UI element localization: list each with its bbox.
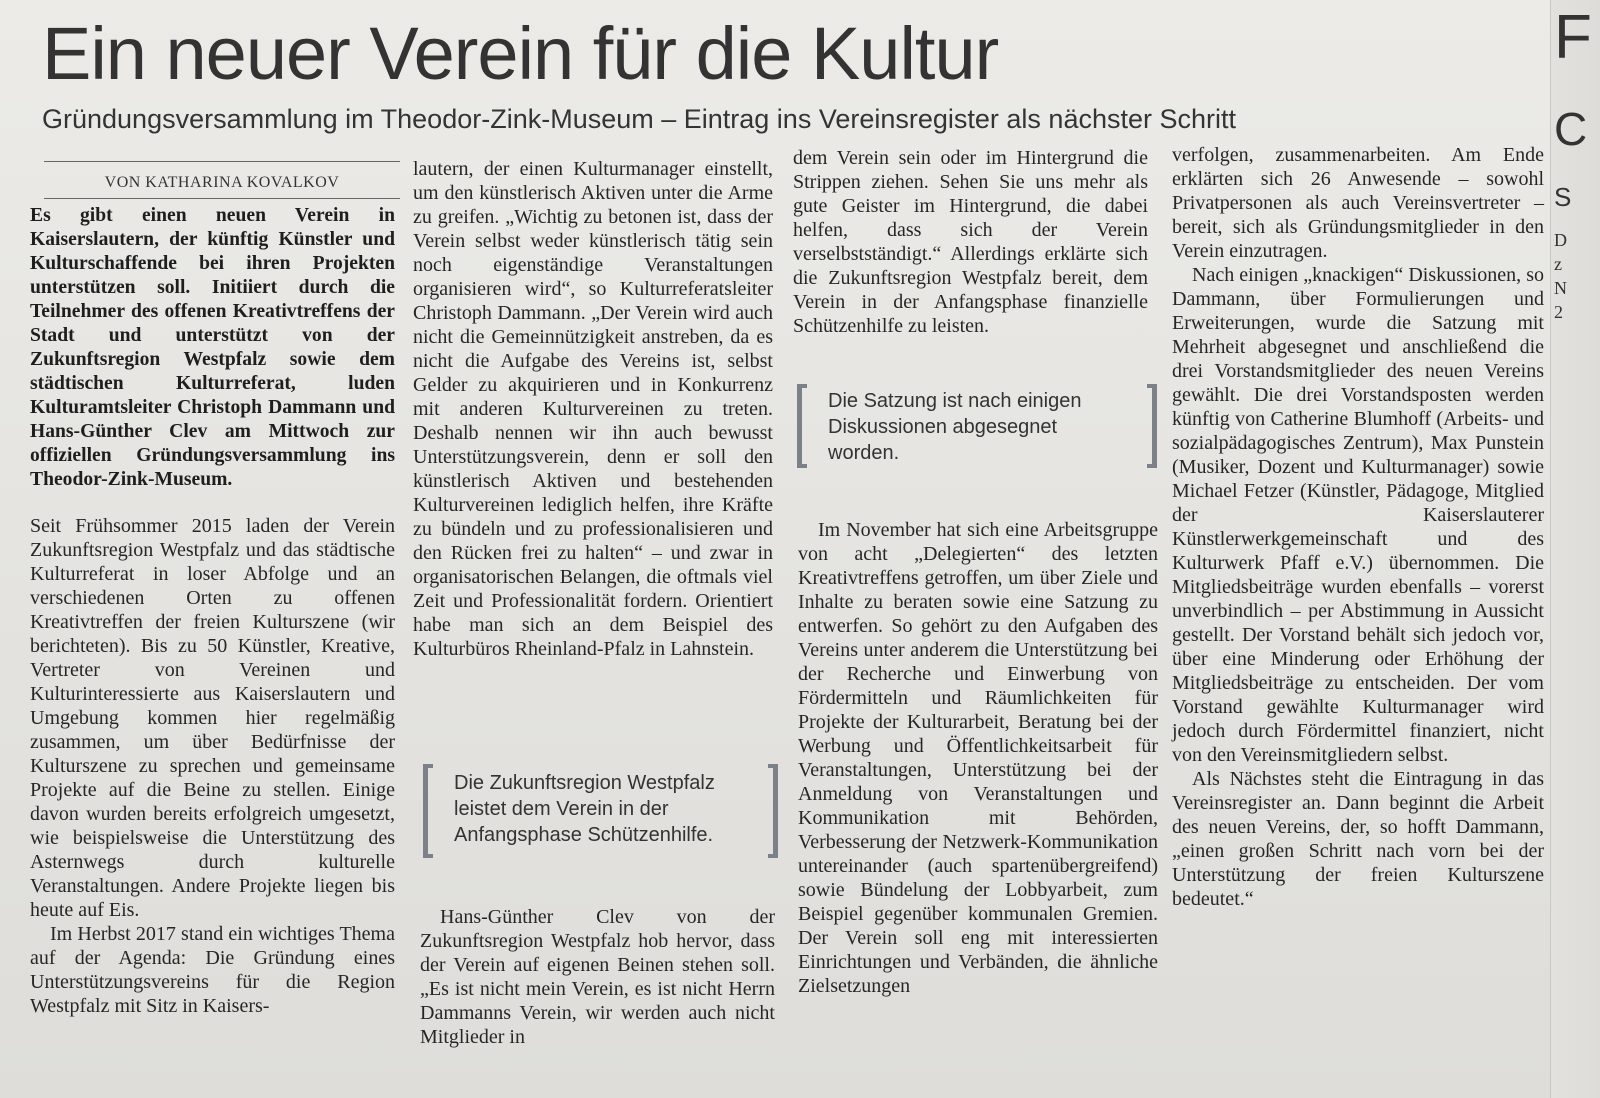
body-paragraph: Nach einigen „knackigen“ Diskussionen, so Dammann, über Formulierungen und Erweiterungen, wurde die Satzung mit Mehrheit abgesegnet und anschließend die drei Vorstandsmitglieder des neuen Vereins gewählt. Die drei Vorstandsposten werden künftig von Catherine Blumhoff (Arbeits- und sozialpädagogisches Zentrum), Max Punstein (Musiker, Dozent und Kulturmanager) sowie Michael Fetzer (Künstler, Pädagoge, Mitglied der Kaiserslauterer Künstlerwerkgemeinschaft und des Kulturwerk Pfaff e.V.) übernommen. Die Mitgliedsbeiträge wurden ebenfalls – vorerst unverbindlich – per Abstimmung in Aussicht gestellt. Der Vorstand behält sich jedoch vor, über eine Minderung oder Erhöhung der Mitgliedsbeiträge zu entscheiden. Der vom Vorstand gewählte Kulturmanager wird jedoch durch Fördermittel finanziert, nicht von den Vereinsmitgliedern selbst. xyxy=(1172,264,1544,766)
column-3-continued xyxy=(798,518,1158,998)
body-paragraph: Seit Frühsommer 2015 laden der Verein Zukunftsregion Westpfalz und das städtische Kulturreferat in loser Abfolge und an verschiedenen Orten zu offenen Kreativtreffen der freien Kulturszene (wir berichteten). Bis zu 50 Künstler, Kreative, Vertreter von Vereinen und Kulturinteressierte aus Kaiserslautern und Umgebung kommen hier regelmäßig zusammen, um über Bedürfnisse der Kulturszene zu sprechen und gemeinsame Projekte auf die Beine zu stellen. Einige davon wurden bereits erfolgreich umgesetzt, wie beispielsweise die Unterstützung des Asternwegs durch kulturelle Veranstaltungen. Andere Projekte liegen bis heute auf Eis. xyxy=(30,515,395,921)
column-2-continued xyxy=(420,905,775,1049)
byline: VON KATHARINA KOVALKOV xyxy=(104,174,340,191)
lead-paragraph: Es gibt einen neuen Verein in Kaiserslautern, der künftig Künstler und Kulturschaffende bei ihren Projekten unterstützen soll. Initiiert durch die Teilnehmer des offenen Kreativtreffens der Stadt und unterstützt von der Zukunftsregion Westpfalz sowie dem städtischen Kulturreferat, luden Kulturamtsleiter Christoph Dammann und Hans-Günther Clev am Mittwoch zur offiziellen Gründungsversammlung ins Theodor-Zink-Museum. xyxy=(30,205,395,490)
fragment: z xyxy=(1554,254,1562,274)
body-paragraph: Als Nächstes steht die Eintragung in das Vereinsregister an. Dann beginnt die Arbeit des neuen Vereins, der, so hofft Dammann, „einen großen Schritt nach vorn bei der Unterstützung der freien Kulturszene bedeutet.“ xyxy=(1172,768,1544,910)
column-3 xyxy=(793,146,1148,338)
column-1 xyxy=(30,204,395,1018)
article-headline: Ein neuer Verein für die Kultur xyxy=(42,12,999,95)
article-subheadline: Gründungsversammlung im Theodor-Zink-Museum – Eintrag ins Vereinsregister als nächster Schritt xyxy=(42,104,1236,134)
column-4 xyxy=(1172,143,1544,911)
body-paragraph: Hans-Günther Clev von der Zukunftsregion Westpfalz hob hervor, dass der Verein auf eigenen Beinen stehen soll. „Es ist nicht mein Verein, es ist nicht Herrn Dammanns Verein, wir werden auch nicht Mitglieder in xyxy=(420,906,775,1048)
pull-quote-text: Die Satzung ist nach einigen Diskussionen abgesegnet worden. xyxy=(828,390,1082,464)
fragment: F xyxy=(1554,3,1592,72)
fragment: 2 xyxy=(1554,302,1563,322)
fragment: C xyxy=(1554,103,1588,155)
adjacent-column-edge xyxy=(1550,0,1600,1098)
body-paragraph: dem Verein sein oder im Hintergrund die Strippen ziehen. Sehen Sie uns mehr als gute Geister im Hintergrund, die dabei helfen, dass sich der Verein verselbstständigt.“ Allerdings erklärte sich die Zukunftsregion Westpfalz bereit, dem Verein in der Anfangsphase finanzielle Schützenhilfe zu leisten. xyxy=(793,147,1148,337)
byline-rule-top xyxy=(44,161,400,162)
body-paragraph: Im Herbst 2017 stand ein wichtiges Thema auf der Agenda: Die Gründung eines Unterstützungsvereins für die Region Westpfalz mit Sitz in Kaisers- xyxy=(30,923,395,1017)
body-paragraph: Im November hat sich eine Arbeitsgruppe von acht „Delegierten“ des letzten Kreativtreffens getroffen, um über Ziele und Inhalte zu beraten sowie eine Satzung zu entwerfen. So gehört zu den Aufgaben des Vereins unter anderem die Unterstützung bei der Recherche und Einwerbung von Fördermitteln und Räumlichkeiten für Projekte der Kulturarbeit, Beratung bei der Werbung und Öffentlichkeitsarbeit für Veranstaltungen, Unterstützung bei der Anmeldung von Veranstaltungen und Kommunikation mit Behörden, Verbesserung der Netzwerk-Kommunikation untereinander (auch spartenübergreifend) sowie Bündelung der Lobbyarbeit, zum Beispiel gegenüber kommunalen Gremien. Der Verein soll eng mit interessierten Einrichtungen und Verbänden, die ähnliche Zielsetzungen xyxy=(798,519,1158,997)
fragment: S xyxy=(1554,182,1572,212)
body-paragraph: lautern, der einen Kulturmanager einstellt, um den künstlerisch Aktiven unter die Arme zu greifen. „Wichtig zu betonen ist, dass der Verein selbst weder künstlerisch tätig sein noch eigenständige Veranstaltungen organisieren wird“, so Kulturreferatsleiter Christoph Dammann. „Der Verein wird auch nicht die Gemeinnützigkeit anstreben, da es nicht die Aufgabe des Vereins ist, selbst Gelder zu akquirieren und in Konkurrenz mit anderen Kulturvereinen zu treten. Deshalb nennen wir ihn auch bewusst Unterstützungsverein, denn er soll den künstlerisch Aktiven und bestehenden Kulturvereinen lediglich helfen, ihre Kräfte zu bündeln und zu professionalisieren und den Rücken frei zu halten“ – und zwar in organisatorischen Belangen, die oftmals viel Zeit und Professionalität fordern. Orientiert habe man sich an dem Beispiel des Kulturbüros Rheinland-Pfalz in Lahnstein. xyxy=(413,158,773,660)
adjacent-column-fragments xyxy=(1552,0,1600,322)
byline-rule-bottom xyxy=(44,198,400,199)
pull-quote-1 xyxy=(423,764,778,858)
fragment: N xyxy=(1554,278,1567,298)
fragment: D xyxy=(1554,230,1567,250)
body-paragraph: verfolgen, zusammenarbeiten. Am Ende erklärten sich 26 Anwesende – sowohl Privatpersonen als auch Vereinsvertreter – bereit, sich als Gründungsmitglieder in den Verein einzutragen. xyxy=(1172,144,1544,262)
pull-quote-text: Die Zukunftsregion Westpfalz leistet dem Verein in der Anfangsphase Schützenhilfe. xyxy=(454,772,715,846)
pull-quote-2 xyxy=(797,384,1157,468)
column-2 xyxy=(413,157,773,661)
